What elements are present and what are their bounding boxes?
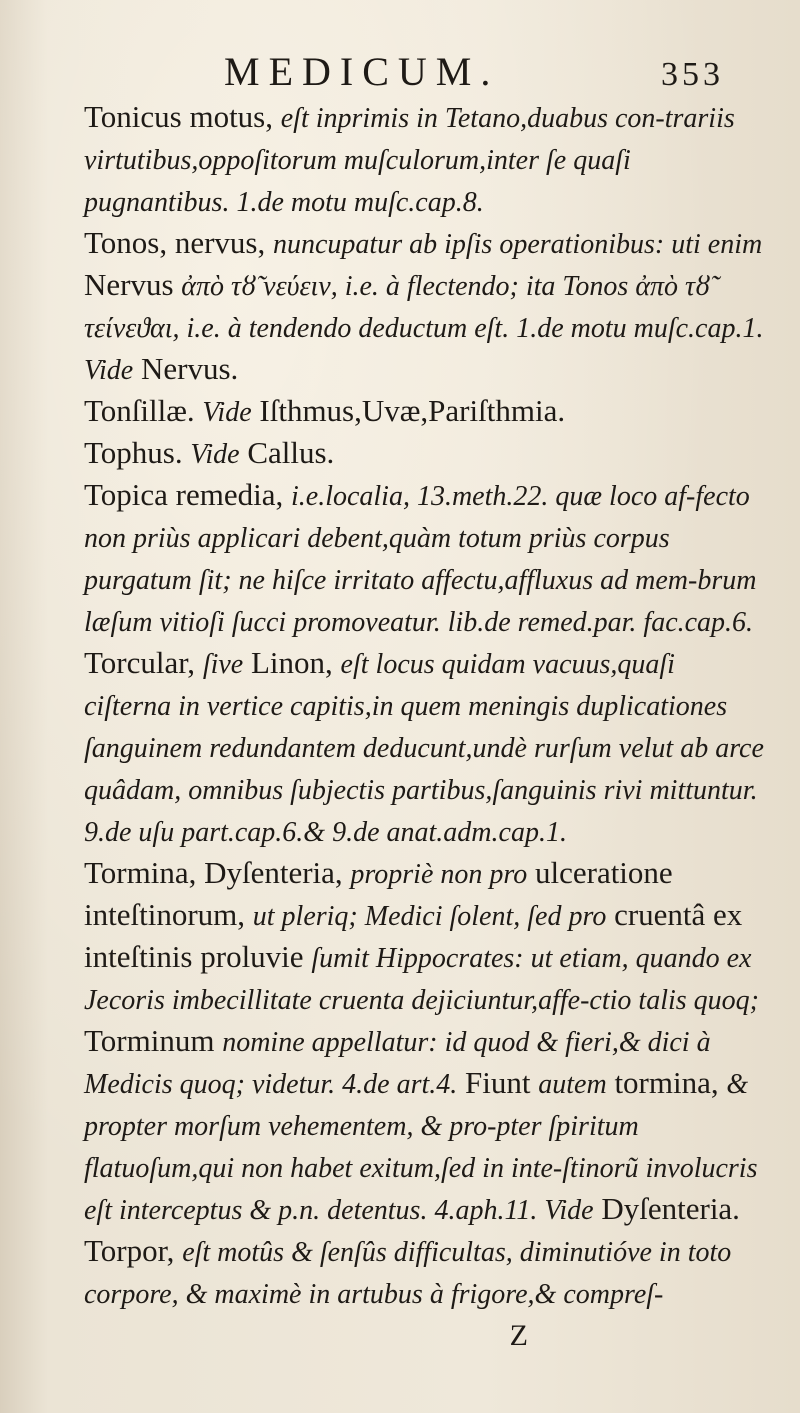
dictionary-entry — [84, 475, 764, 643]
italic-text: eſt locus quidam vacuus,quaſi ciſterna in vertice capitis,in quem meningis duplicationes ſanguinem redundantem deducunt,undè rurſum velut ab arce quâdam, omnibus ſubjectis partibus,ſanguinis rivi mittuntur. 9.de uſu part.cap.6.& 9.de anat.adm.cap.1. — [84, 649, 764, 848]
page-header — [224, 48, 764, 95]
roman-text: Tonicus motus, — [84, 99, 281, 134]
roman-text: ulceratione inteſtinorum, — [84, 855, 673, 932]
roman-text: Linon, — [243, 645, 341, 680]
roman-text: Iſthmus,Uvæ,Pariſthmia. — [251, 393, 566, 428]
roman-text: Dyſenteria. — [593, 1191, 740, 1226]
roman-text: Tormina, Dyſenteria, — [84, 855, 351, 890]
dictionary-entry — [84, 853, 764, 1231]
italic-text: & propter morſum vehementem, & pro-pter ſpiritum flatuoſum,qui non habet exitum,ſed in inte-ſtinorũ involucris eſt interceptus & p.n. detentus. 4.aph.11. Vide — [84, 1069, 758, 1226]
roman-text: Topica remedia, — [84, 477, 291, 512]
dictionary-entry — [84, 391, 764, 433]
dictionary-entry — [84, 223, 764, 391]
dictionary-entry — [84, 97, 764, 223]
italic-text: ἀπὸ τȣ̃ νεύειν, i.e. à flectendo; ita Tonos ἀπὸ τȣ̃ τείνεϑαι, i.e. à tendendo deductum eſt. 1.de motu muſc.cap.1. Vide — [84, 271, 764, 386]
dictionary-entry — [84, 643, 764, 853]
roman-text: Nervus. — [133, 351, 239, 386]
roman-text: Torminum — [84, 1023, 223, 1058]
dictionary-entry — [84, 1231, 764, 1315]
dictionary-entry — [84, 433, 764, 475]
italic-text: ut pleriq; Medici ſolent, ſed pro — [252, 901, 607, 932]
italic-text: nomine appellatur: id quod & fieri,& dici à Medicis quoq; videtur. 4.de art.4. — [84, 1027, 711, 1100]
roman-text: Fiunt — [457, 1065, 539, 1100]
signature-mark: Z — [509, 1319, 528, 1352]
roman-text: Torpor, — [84, 1233, 183, 1268]
roman-text: Nervus — [84, 267, 182, 302]
running-head: MEDICUM. — [224, 49, 500, 94]
italic-text: Vide — [202, 397, 252, 428]
italic-text: Vide — [190, 439, 240, 470]
roman-text: Tonſillæ. — [84, 393, 203, 428]
italic-text: propriè non pro — [350, 859, 528, 890]
italic-text: ſumit Hippocrates: ut etiam, quando ex Jecoris imbecillitate cruenta dejiciuntur,affe-ctio talis quoq; — [84, 943, 759, 1016]
roman-text: cruentâ ex inteſtinis proluvie — [84, 897, 743, 974]
roman-text: Torcular, — [84, 645, 203, 680]
page-number: 353 — [661, 56, 724, 93]
roman-text: Tonos, nervus, — [84, 225, 273, 260]
italic-text: nuncupatur ab ipſis operationibus: uti enim — [272, 229, 763, 260]
italic-text: i.e.localia, 13.meth.22. quæ loco af-fecto non priùs applicari debent,quàm totum priùs corpus purgatum ſit; ne hiſce irritato affectu,affluxus ad mem-brum læſum vitioſi ſucci promoveatur. lib.de remed.par. fac.cap.6. — [84, 481, 757, 638]
dictionary-entries — [84, 97, 764, 1315]
roman-text: Tophus. — [84, 435, 191, 470]
italic-text: eſt inprimis in Tetano,duabus con-trariis virtutibus,oppoſitorum muſculorum,inter ſe quaſi pugnantibus. 1.de motu muſc.cap.8. — [84, 103, 735, 218]
roman-text: tormina, — [606, 1065, 727, 1100]
roman-text: Callus. — [239, 435, 335, 470]
italic-text: eſt motûs & ſenſûs difficultas, diminutióve in toto corpore, & maximè in artubus à frigore,& compreſ- — [84, 1237, 732, 1310]
italic-text: ſive — [202, 649, 244, 680]
italic-text: autem — [538, 1069, 607, 1100]
